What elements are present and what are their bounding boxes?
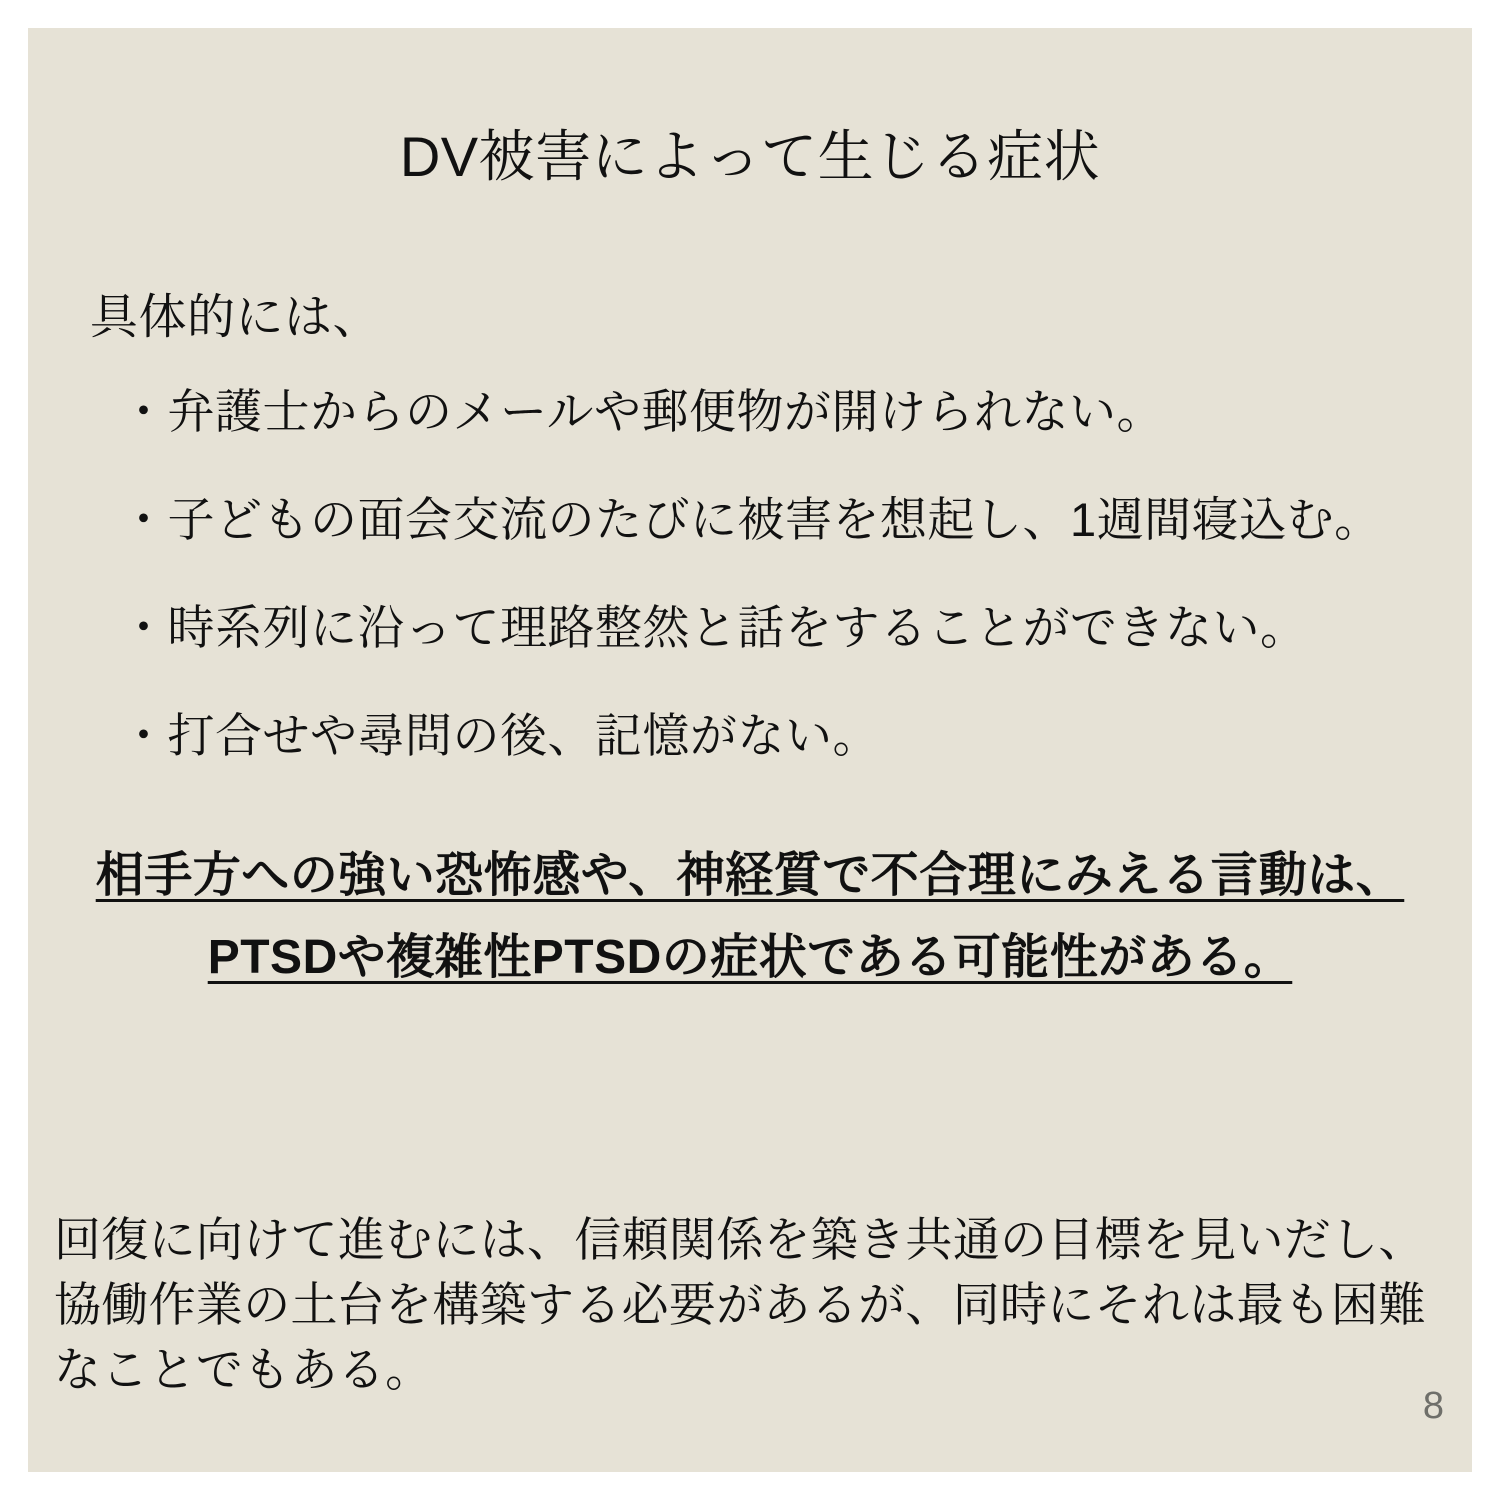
list-item: ・弁護士からのメールや郵便物が開けられない。 [120, 385, 1165, 438]
emphasis-block [28, 846, 1472, 1010]
list-item: ・時系列に沿って理路整然と話をすることができない。 [120, 601, 1308, 654]
emphasis-row [28, 928, 1472, 988]
list-item: ・子どもの面会交流のたびに被害を想起し、1週間寝込む。 [120, 493, 1382, 546]
emphasis-row [28, 846, 1472, 906]
page-number: 8 [1422, 1385, 1444, 1427]
page-title: DV被害によって生じる症状 [399, 125, 1101, 188]
closing-paragraph: 回復に向けて進むには、信頼関係を築き共通の目標を見いだし、協働作業の土台を構築する必要があるが、同時にそれは最も困難なことでもある。 [54, 1213, 1426, 1396]
lead-text: 具体的には、 [90, 291, 382, 344]
bullet-list [120, 385, 1420, 820]
emphasis-line: 相手方への強い恐怖感や、神経質で不合理にみえる言動は、 [95, 849, 1405, 902]
emphasis-line: PTSDや複雑性PTSDの症状である可能性がある。 [207, 931, 1293, 984]
list-item: ・打合せや尋問の後、記憶がない。 [120, 709, 880, 762]
slide-canvas [28, 28, 1472, 1472]
